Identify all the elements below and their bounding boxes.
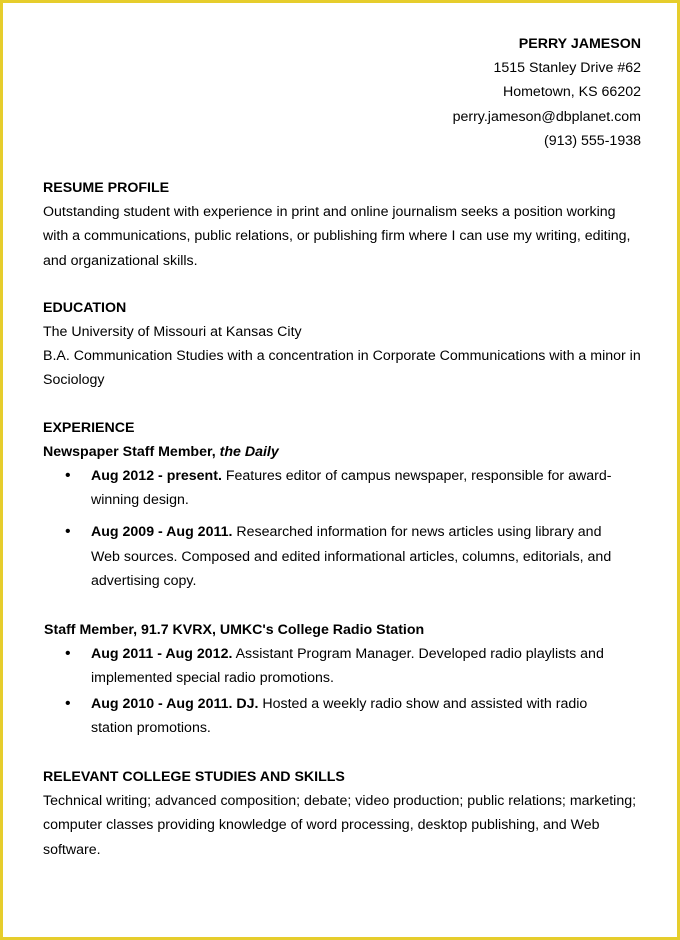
job-duties-newspaper xyxy=(43,464,641,593)
phone-number: (913) 555-1938 xyxy=(543,132,641,149)
profile-section xyxy=(43,176,641,273)
duty-dates: Aug 2012 - present. xyxy=(91,467,222,484)
job-title-newspaper xyxy=(43,440,641,464)
city-state-zip: Hometown, KS 66202 xyxy=(502,84,641,101)
applicant-name: PERRY JAMESON xyxy=(518,36,641,52)
duty-dates: Aug 2009 - Aug 2011. xyxy=(91,524,233,541)
skills-heading: RELEVANT COLLEGE STUDIES AND SKILLS xyxy=(43,769,345,785)
list-item xyxy=(43,464,641,512)
profile-heading: RESUME PROFILE xyxy=(43,179,170,196)
duty-text: Researched information for news articles using library and Web sources. Composed and edited informational articles, columns, editorials, and advertising copy. xyxy=(91,524,612,589)
job-duties-radio xyxy=(43,642,641,740)
publication-name: the Daily xyxy=(219,443,279,460)
contact-header xyxy=(43,0,641,153)
skills-text: Technical writing; advanced composition; debate; video production; public relations; marketing; computer classes providing knowledge of word processing, desktop publishing, and Web software. xyxy=(43,793,637,858)
profile-text: Outstanding student with experience in print and online journalism seeks a position working with a communications, public relations, or publishing firm where I can use my writing, editing, and organizational skills. xyxy=(43,204,631,269)
duty-text: Hosted a weekly radio show and assisted with radio station promotions. xyxy=(91,695,588,736)
list-item xyxy=(43,692,641,740)
list-item xyxy=(43,642,641,690)
education-heading: EDUCATION xyxy=(43,299,127,316)
job-title-radio: Staff Member, 91.7 KVRX, UMKC's College Radio Station xyxy=(44,621,425,638)
education-section xyxy=(43,296,641,393)
street-address: 1515 Stanley Drive #62 xyxy=(493,60,641,77)
skills-section xyxy=(43,765,641,862)
duty-text: Assistant Program Manager. Developed radio playlists and implemented special radio promotions. xyxy=(91,646,604,687)
degree-description: B.A. Communication Studies with a concentration in Corporate Communications with a minor in Sociology xyxy=(43,348,641,389)
resume-document xyxy=(43,0,641,862)
experience-heading: EXPERIENCE xyxy=(43,419,135,436)
duty-dates: Aug 2010 - Aug 2011. DJ. xyxy=(91,695,259,712)
email-address: perry.jameson@dbplanet.com xyxy=(452,108,641,125)
experience-section xyxy=(43,416,641,740)
duty-text: Features editor of campus newspaper, responsible for award-winning design. xyxy=(91,467,612,509)
list-item xyxy=(43,520,641,593)
duty-dates: Aug 2011 - Aug 2012. xyxy=(91,646,233,663)
job-title-text: Newspaper Staff Member, xyxy=(43,443,220,460)
school-name: The University of Missouri at Kansas City xyxy=(43,323,302,340)
